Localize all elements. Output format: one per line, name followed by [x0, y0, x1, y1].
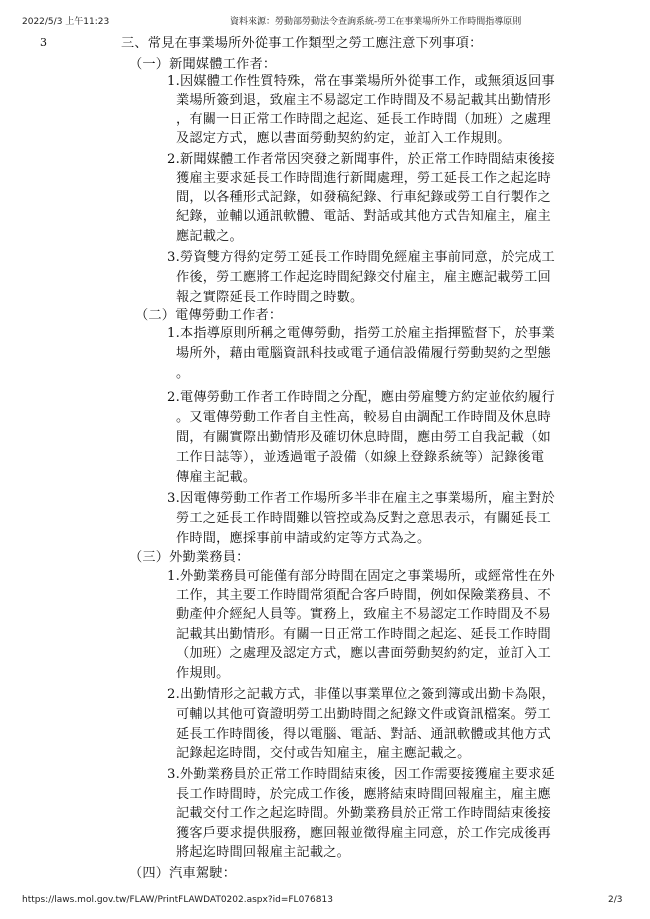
sub1-item1-line: ，有關一日正常工作時間之起迄、延長工作時間（加班）之處理: [176, 112, 551, 127]
sub1-item1-line: 1.因媒體工作性質特殊，常在事業場所外從事工作，或無須返回事: [167, 74, 555, 89]
sub2-item2-line: 間，有關實際出勤情形及確切休息時間，應由勞工自我記載（如: [176, 430, 551, 445]
sub3-item2-line: 2.出勤情形之記載方式，非僅以事業單位之簽到簿或出勤卡為限，: [167, 687, 555, 702]
sub1-item3-line: 作後，勞工應將工作起迄時間紀錄交付雇主，雇主應記載勞工回: [176, 270, 551, 285]
sub3-item3-line: 獲客戶要求提供服務，應回報並徵得雇主同意，於工作完成後再: [176, 826, 551, 841]
sub2-item2-line: 。又電傳勞動工作者自主性高，較易自由調配工作時間及休息時: [176, 410, 551, 425]
sub3-item1-line: （加班）之處理及認定方式，應以書面勞動契約約定，並訂入工: [176, 646, 551, 661]
sub1-item1-line: 業場所簽到退，致雇主不易認定工作時間及不易記載其出勤情形: [176, 93, 551, 108]
sub2-item1-line: 1.本指導原則所稱之電傳勞動，指勞工於雇主指揮監督下，於事業: [167, 326, 555, 341]
sub3-item3-line: 記載交付工作之起迄時間。外勤業務員於正常工作時間結束後接: [176, 806, 551, 821]
sub1-item1-line: 及認定方式，應以書面勞動契約約定，並訂入工作規則。: [176, 131, 511, 146]
sub3-item1-line: 記載其出勤情形。有關一日正常工作時間之起迄、延長工作時間: [176, 627, 551, 642]
sub2-item2-line: 2.電傳勞動工作者工作時間之分配，應由勞雇雙方約定並依約履行: [167, 390, 555, 405]
source-url[interactable]: https://laws.mol.gov.tw/FLAW/PrintFLAWDAT0202.aspx?id=FL076813: [22, 895, 333, 905]
sub3-item2-line: 可輔以其他可資證明勞工出勤時間之紀錄文件或資訊檔案。勞工: [176, 707, 551, 722]
sub3-item3-line: 3.外勤業務員於正常工作時間結束後，因工作需要接獲雇主要求延: [167, 767, 555, 782]
print-header: [0, 14, 650, 30]
sub1-item2-line: 應記載之。: [176, 229, 243, 244]
page-count: 2/3: [608, 895, 623, 905]
sub2-item1-line: 。: [176, 366, 190, 381]
sub1-item2-line: 間，以各種形式記錄，如發稿紀錄、行車紀錄或勞工自行製作之: [176, 190, 551, 205]
sub1-item2-line: 紀錄，並輔以通訊軟體、電話、對話或其他方式告知雇主，雇主: [176, 209, 551, 224]
sub1-item3-line: 3.勞資雙方得約定勞工延長工作時間免經雇主事前同意，於完成工: [167, 250, 555, 265]
sub3-item1-line: 作規則。: [176, 666, 230, 681]
sub3-item2-line: 記錄起迄時間，交付或告知雇主，雇主應記載之。: [176, 746, 471, 761]
sub1-title: （一）新聞媒體工作者：: [129, 57, 277, 72]
sub3-item2-line: 延長工作時間後，得以電腦、電話、對話、通訊軟體或其他方式: [176, 727, 551, 742]
sub1-item2-line: 2.新聞媒體工作者常因突發之新聞事件，於正常工作時間結束後接: [167, 152, 555, 167]
sub2-item2-line: 工作日誌等），並透過電子設備（如線上登錄系統等）記錄後電: [176, 450, 545, 465]
source-title: 資料來源：勞動部勞動法令查詢系統-勞工在事業場所外工作時間指導原則: [230, 17, 522, 27]
section-heading: 三、常見在事業場所外從事工作類型之勞工應注意下列事項：: [121, 36, 483, 51]
sub2-item1-line: 場所外，藉由電腦資訊科技或電子通信設備履行勞動契約之型態: [176, 346, 551, 361]
sub3-item3-line: 將起迄時間回報雇主記載之。: [176, 845, 351, 860]
sub2-item2-line: 傳雇主記載。: [176, 470, 257, 485]
sub1-item2-line: 獲雇主要求延長工作時間進行新聞處理，勞工延長工作之起迄時: [176, 171, 551, 186]
sub1-item3-line: 報之實際延長工作時間之時數。: [176, 290, 364, 305]
sub3-title: （三）外勤業務員：: [129, 550, 250, 565]
sub2-item3-line: 作時間，應採事前申請或約定等方式為之。: [176, 531, 431, 546]
sub2-item3-line: 勞工之延長工作時間難以管控或為反對之意思表示，有關延長工: [176, 511, 551, 526]
sub3-item1-line: 動產仲介經紀人員等。實務上，致雇主不易認定工作時間及不易: [176, 607, 551, 622]
sub2-item3-line: 3.因電傳勞動工作者工作場所多半非在雇主之事業場所，雇主對於: [167, 491, 555, 506]
sub4-title: （四）汽車駕駛：: [129, 866, 237, 881]
sub3-item3-line: 長工作時間時，於完成工作後，應將結束時間回報雇主，雇主應: [176, 787, 551, 802]
sub3-item1-line: 1.外勤業務員可能僅有部分時間在固定之事業場所，或經常性在外: [167, 569, 555, 584]
sub3-item1-line: 工作，其主要工作時間常須配合客戶時間，例如保險業務員、不: [176, 588, 551, 603]
print-datetime: 2022/5/3 上午11:23: [22, 17, 110, 27]
page-marker: 3: [40, 36, 47, 49]
sub2-title: （二）電傳勞動工作者：: [135, 308, 283, 323]
